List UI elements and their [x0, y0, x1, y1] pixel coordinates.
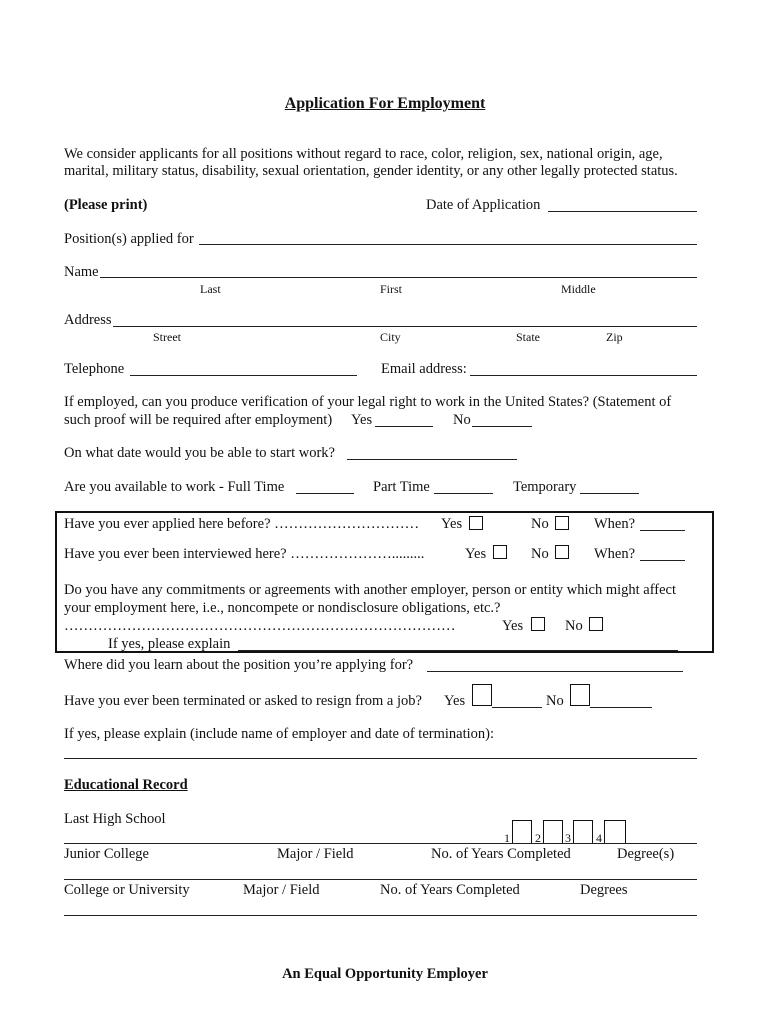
learn-position-label: Where did you learn about the position you’re applying for? — [64, 657, 414, 673]
applied-before-yes-checkbox[interactable] — [469, 516, 483, 530]
footer-equal-opportunity: An Equal Opportunity Employer — [282, 966, 488, 982]
name-label: Name — [64, 264, 99, 280]
junior-college-field[interactable] — [64, 879, 697, 880]
legal-right-yes-field[interactable] — [375, 426, 433, 427]
college-field[interactable] — [64, 915, 697, 916]
terminated-yes-checkbox[interactable] — [472, 684, 492, 706]
availability-label: Are you available to work - Full Time — [64, 479, 285, 495]
telephone-field[interactable] — [130, 375, 357, 376]
legal-right-no-field[interactable] — [472, 426, 532, 427]
legal-right-no-label: No — [453, 412, 471, 428]
temporary-label: Temporary — [513, 479, 577, 495]
applied-before-when-label: When? — [594, 516, 636, 532]
grade-label-4: 4 — [596, 831, 602, 845]
intro-line-2: marital, military status, disability, sexual orientation, gender identity, or any other legally protected status. — [64, 163, 678, 179]
college-major-label: Major / Field — [243, 882, 320, 898]
email-label: Email address: — [381, 361, 467, 377]
date-of-application-label: Date of Application — [426, 197, 541, 213]
date-of-application-field[interactable] — [548, 211, 697, 212]
address-city-caption: City — [380, 330, 401, 344]
commitments-line-2: your employment here, i.e., noncompete or nondisclosure obligations, etc.? — [64, 600, 501, 616]
junior-college-years-label: No. of Years Completed — [431, 846, 571, 862]
terminated-yes-label: Yes — [444, 693, 466, 709]
terminated-no-field[interactable] — [590, 707, 652, 708]
grade-checkbox-1[interactable] — [512, 820, 532, 844]
commitments-no-checkbox[interactable] — [589, 617, 603, 631]
legal-right-line-2: such proof will be required after employment) — [64, 412, 333, 428]
grade-label-2: 2 — [535, 831, 541, 845]
name-field[interactable] — [100, 277, 697, 278]
grade-checkbox-3[interactable] — [573, 820, 593, 844]
termination-explain-field[interactable] — [64, 758, 697, 759]
educational-record-heading: Educational Record — [64, 777, 188, 793]
temporary-field[interactable] — [580, 493, 639, 494]
commitments-line-1: Do you have any commitments or agreements with another employer, person or entity which might affect — [64, 582, 677, 598]
positions-label: Position(s) applied for — [64, 231, 194, 247]
interviewed-yes-label: Yes — [465, 546, 487, 562]
address-field[interactable] — [113, 326, 697, 327]
commitments-dots: ……………………………………………………………………… — [64, 618, 456, 634]
name-middle-caption: Middle — [561, 282, 596, 296]
telephone-label: Telephone — [64, 361, 125, 377]
commitments-no-label: No — [565, 618, 583, 634]
applied-before-when-field[interactable] — [640, 530, 685, 531]
college-years-label: No. of Years Completed — [380, 882, 520, 898]
junior-college-label: Junior College — [64, 846, 149, 862]
name-last-caption: Last — [200, 282, 221, 296]
part-time-label: Part Time — [373, 479, 430, 495]
intro-line-1: We consider applicants for all positions without regard to race, color, religion, sex, national origin, age, — [64, 146, 663, 162]
terminated-no-checkbox[interactable] — [570, 684, 590, 706]
page-title: Application For Employment — [284, 95, 486, 112]
applied-before-yes-label: Yes — [441, 516, 463, 532]
commitments-explain-field[interactable] — [238, 650, 678, 651]
junior-college-degrees-label: Degree(s) — [617, 846, 675, 862]
commitments-yes-checkbox[interactable] — [531, 617, 545, 631]
grade-label-1: 1 — [504, 831, 510, 845]
commitments-yes-label: Yes — [502, 618, 524, 634]
grade-label-3: 3 — [565, 831, 571, 845]
terminated-question: Have you ever been terminated or asked to resign from a job? — [64, 693, 422, 709]
please-print-label: (Please print) — [64, 197, 148, 213]
positions-field[interactable] — [199, 244, 697, 245]
interviewed-when-field[interactable] — [640, 560, 685, 561]
termination-explain-label: If yes, please explain (include name of employer and date of termination): — [64, 726, 495, 742]
applied-before-no-label: No — [531, 516, 549, 532]
grade-checkbox-2[interactable] — [543, 820, 563, 844]
address-street-caption: Street — [153, 330, 181, 344]
commitments-explain-label: If yes, please explain — [108, 636, 231, 652]
interviewed-when-label: When? — [594, 546, 636, 562]
grade-checkbox-4[interactable] — [604, 820, 626, 844]
address-label: Address — [64, 312, 112, 328]
full-time-field[interactable] — [296, 493, 354, 494]
start-date-field[interactable] — [347, 459, 517, 460]
high-school-label: Last High School — [64, 811, 166, 827]
legal-right-line-1: If employed, can you produce verification of your legal right to work in the United States? (Statement of — [64, 394, 672, 410]
part-time-field[interactable] — [434, 493, 493, 494]
terminated-yes-field[interactable] — [492, 707, 542, 708]
email-field[interactable] — [470, 375, 697, 376]
legal-right-yes-label: Yes — [351, 412, 373, 428]
learn-position-field[interactable] — [427, 671, 683, 672]
interviewed-yes-checkbox[interactable] — [493, 545, 507, 559]
address-state-caption: State — [516, 330, 540, 344]
applied-before-question: Have you ever applied here before? ………………………… — [64, 516, 420, 532]
start-date-label: On what date would you be able to start work? — [64, 445, 335, 461]
interviewed-no-checkbox[interactable] — [555, 545, 569, 559]
address-zip-caption: Zip — [606, 330, 623, 344]
applied-before-no-checkbox[interactable] — [555, 516, 569, 530]
junior-college-major-label: Major / Field — [277, 846, 354, 862]
college-label: College or University — [64, 882, 190, 898]
high-school-field[interactable] — [64, 843, 697, 844]
interviewed-no-label: No — [531, 546, 549, 562]
interviewed-question: Have you ever been interviewed here? …………………......... — [64, 546, 425, 562]
name-first-caption: First — [380, 282, 403, 296]
terminated-no-label: No — [546, 693, 564, 709]
college-degrees-label: Degrees — [580, 882, 628, 898]
